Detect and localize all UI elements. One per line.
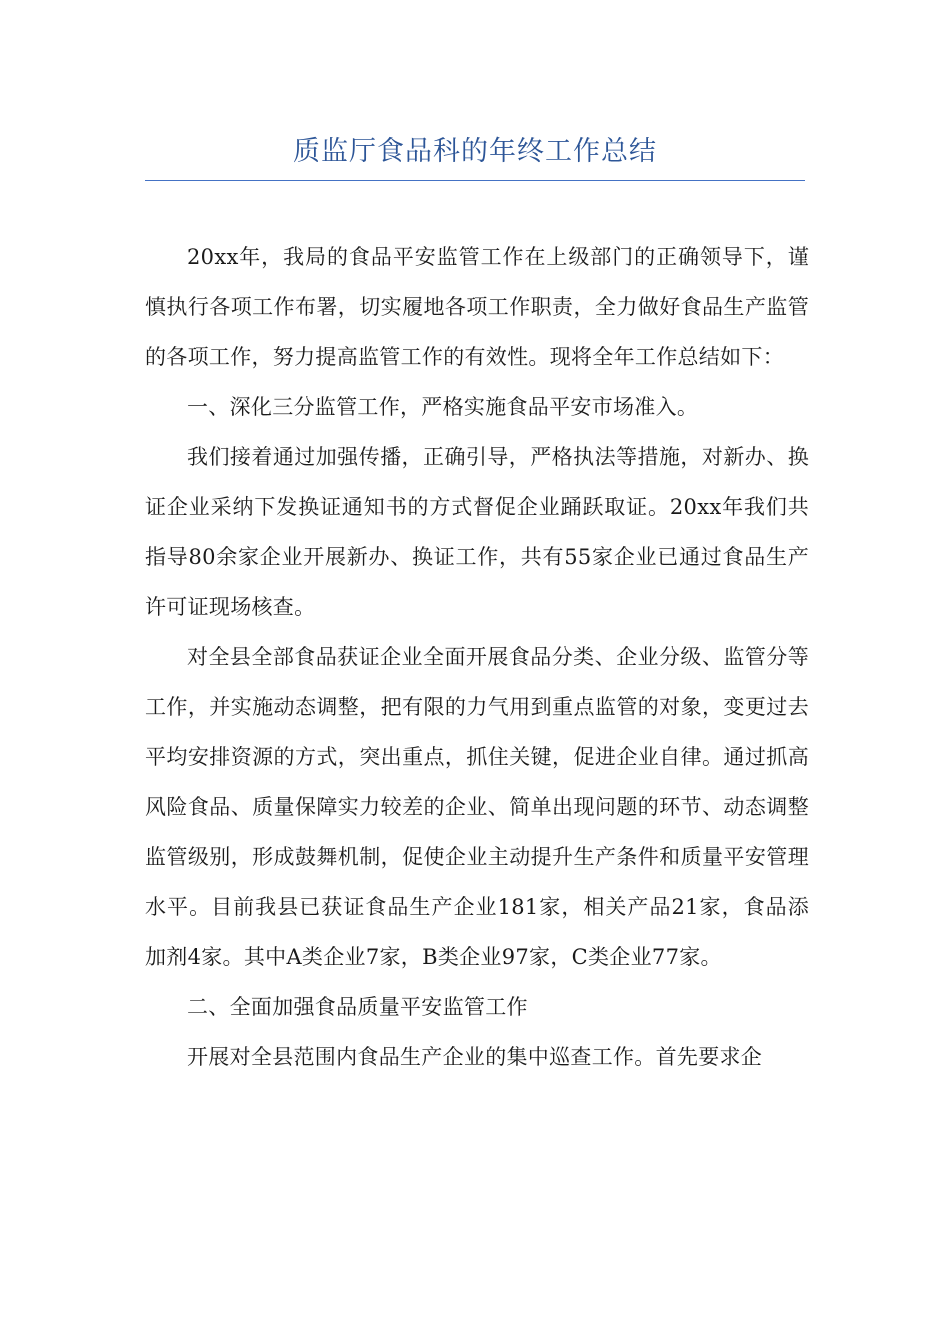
document-body (145, 232, 809, 1082)
document-title: 质监厅食品科的年终工作总结 (293, 136, 657, 167)
paragraph-intro: 20xx年，我局的食品平安监管工作在上级部门的正确领导下，谨慎执行各项工作布署，切实履地各项工作职责，全力做好食品生产监管的各项工作，努力提高监管工作的有效性。现将全年工作总结如下： (145, 245, 809, 369)
paragraph-classification: 对全县全部食品获证企业全面开展食品分类、企业分级、监管分等工作，并实施动态调整，把有限的力气用到重点监管的对象，变更过去平均安排资源的方式，突出重点，抓住关键，促进企业自律。通过抓高风险食品、质量保障实力较差的企业、简单出现问题的环节、动态调整监管级别，形成鼓舞机制，促使企业主动提升生产条件和质量平安管理水平。目前我县已获证食品生产企业181家，相关产品21家，食品添加剂4家。其中A类企业7家，B类企业97家，C类企业77家。 (145, 645, 809, 969)
paragraph-licensing: 我们接着通过加强传播，正确引导，严格执法等措施，对新办、换证企业采纳下发换证通知书的方式督促企业踊跃取证。20xx年我们共指导80余家企业开展新办、换证工作，共有55家企业已通过食品生产许可证现场核查。 (145, 445, 809, 619)
title-underline (145, 180, 805, 181)
section-heading-2: 二、全面加强食品质量平安监管工作 (187, 995, 528, 1019)
section-heading-1: 一、深化三分监管工作，严格实施食品平安市场准入。 (187, 395, 699, 419)
paragraph-inspection: 开展对全县范围内食品生产企业的集中巡查工作。首先要求企 (187, 1045, 763, 1069)
